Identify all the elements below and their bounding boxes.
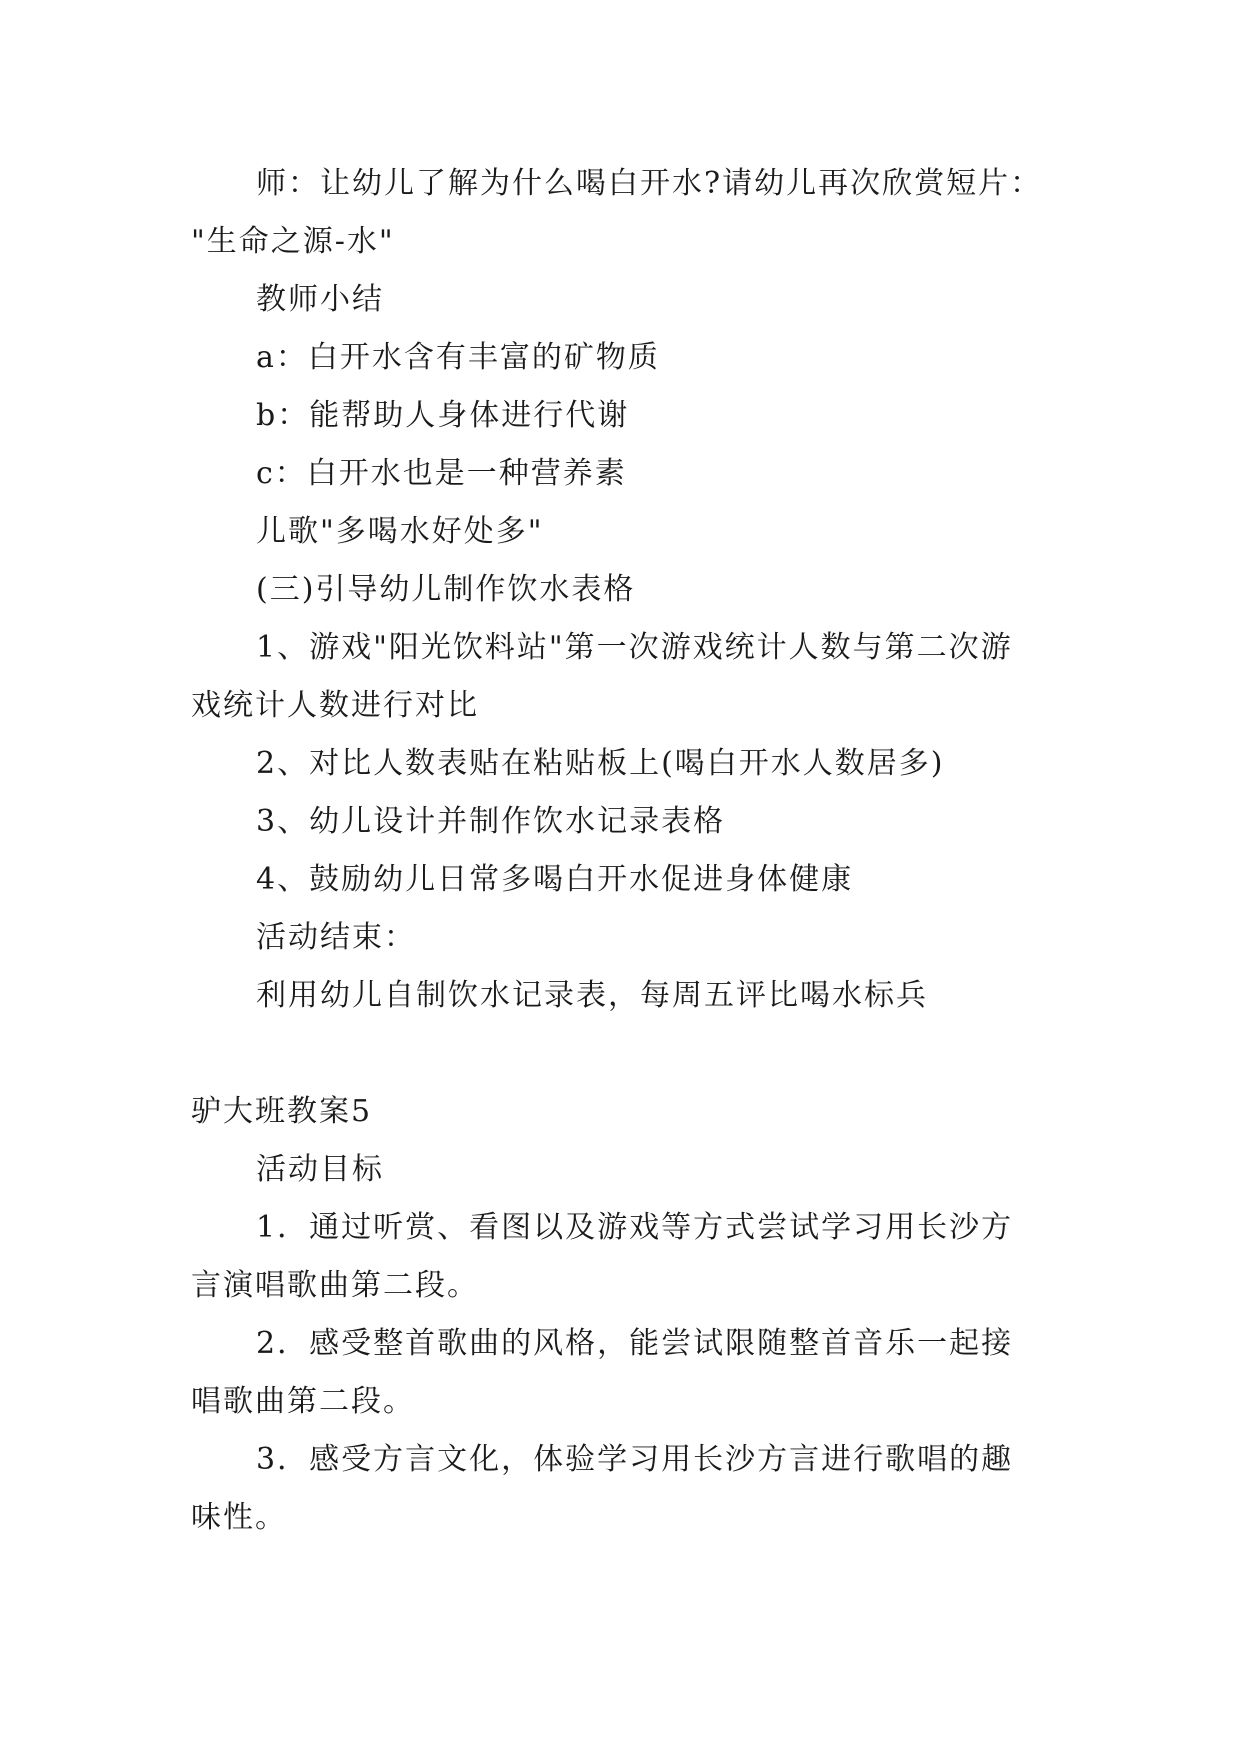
- paragraph-line: 2、对比人数表贴在粘贴板上(喝白开水人数居多): [256, 746, 945, 781]
- paragraph-line: 唱歌曲第二段。: [191, 1384, 415, 1419]
- paragraph-line: 利用幼儿自制饮水记录表，每周五评比喝水标兵: [256, 978, 928, 1013]
- paragraph-line: "生命之源-水": [191, 224, 395, 259]
- paragraph-line: 儿歌"多喝水好处多": [256, 514, 544, 549]
- paragraph-line: a：白开水含有丰富的矿物质: [256, 340, 660, 375]
- paragraph-line: 戏统计人数进行对比: [191, 688, 479, 723]
- paragraph-line: 言演唱歌曲第二段。: [191, 1268, 479, 1303]
- paragraph-line: b：能帮助人身体进行代谢: [256, 398, 630, 433]
- paragraph-line: 1、游戏"阳光饮料站"第一次游戏统计人数与第二次游: [256, 630, 1013, 665]
- paragraph-line: 活动目标: [256, 1152, 384, 1187]
- paragraph-line: (三)引导幼儿制作饮水表格: [256, 572, 636, 607]
- paragraph-line: 1．通过听赏、看图以及游戏等方式尝试学习用长沙方: [256, 1210, 1014, 1245]
- paragraph-line: 味性。: [191, 1500, 287, 1535]
- paragraph-line: 3、幼儿设计并制作饮水记录表格: [256, 804, 726, 839]
- section-heading: 驴大班教案5: [191, 1094, 373, 1129]
- paragraph-line: 4、鼓励幼儿日常多喝白开水促进身体健康: [256, 862, 854, 897]
- paragraph-line: 教师小结: [256, 282, 384, 317]
- paragraph-line: c：白开水也是一种营养素: [256, 456, 627, 491]
- paragraph-line: 师：让幼儿了解为什么喝白开水?请幼儿再次欣赏短片：: [256, 166, 1043, 201]
- paragraph-line: 2．感受整首歌曲的风格，能尝试限随整首音乐一起接: [256, 1326, 1014, 1361]
- paragraph-line: 活动结束：: [256, 920, 416, 955]
- paragraph-line: 3．感受方言文化，体验学习用长沙方言进行歌唱的趣: [256, 1442, 1014, 1477]
